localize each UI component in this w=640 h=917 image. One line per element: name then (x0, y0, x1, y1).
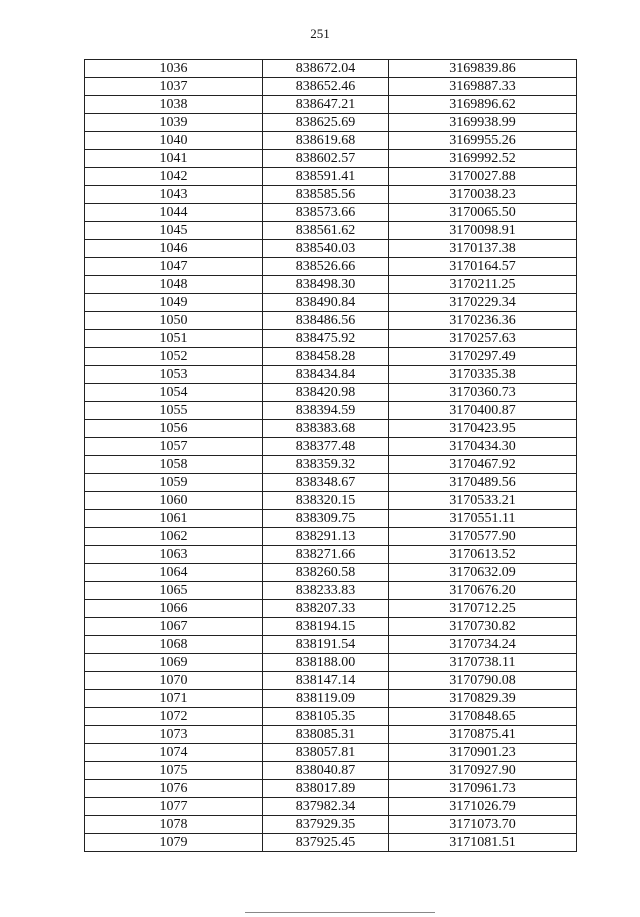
y-coordinate-cell: 3170901.23 (389, 744, 577, 762)
x-coordinate-cell: 838394.59 (263, 402, 389, 420)
point-id-cell: 1040 (85, 132, 263, 150)
y-coordinate-cell: 3170632.09 (389, 564, 577, 582)
x-coordinate-cell: 838188.00 (263, 654, 389, 672)
table-row (85, 276, 577, 294)
x-coordinate-cell: 838458.28 (263, 348, 389, 366)
x-coordinate-cell: 838291.13 (263, 528, 389, 546)
point-id-cell: 1052 (85, 348, 263, 366)
y-coordinate-cell: 3170676.20 (389, 582, 577, 600)
point-id-cell: 1042 (85, 168, 263, 186)
table-row (85, 330, 577, 348)
y-coordinate-cell: 3170423.95 (389, 420, 577, 438)
x-coordinate-cell: 838602.57 (263, 150, 389, 168)
y-coordinate-cell: 3170027.88 (389, 168, 577, 186)
y-coordinate-cell: 3170434.30 (389, 438, 577, 456)
x-coordinate-cell: 838194.15 (263, 618, 389, 636)
table-row (85, 168, 577, 186)
point-id-cell: 1067 (85, 618, 263, 636)
y-coordinate-cell: 3170829.39 (389, 690, 577, 708)
table-row (85, 780, 577, 798)
table-row (85, 744, 577, 762)
point-id-cell: 1078 (85, 816, 263, 834)
x-coordinate-cell: 838475.92 (263, 330, 389, 348)
table-row (85, 438, 577, 456)
table-row (85, 258, 577, 276)
x-coordinate-cell: 838260.58 (263, 564, 389, 582)
page-number: 251 (310, 26, 330, 41)
table-row (85, 672, 577, 690)
point-id-cell: 1050 (85, 312, 263, 330)
table-row (85, 834, 577, 852)
footer-rule (245, 912, 435, 913)
y-coordinate-cell: 3170577.90 (389, 528, 577, 546)
table-row (85, 150, 577, 168)
table-row (85, 546, 577, 564)
x-coordinate-cell: 837925.45 (263, 834, 389, 852)
y-coordinate-cell: 3170551.11 (389, 510, 577, 528)
y-coordinate-cell: 3170613.52 (389, 546, 577, 564)
y-coordinate-cell: 3170927.90 (389, 762, 577, 780)
x-coordinate-cell: 838191.54 (263, 636, 389, 654)
y-coordinate-cell: 3170961.73 (389, 780, 577, 798)
point-id-cell: 1036 (85, 60, 263, 78)
point-id-cell: 1043 (85, 186, 263, 204)
x-coordinate-cell: 838233.83 (263, 582, 389, 600)
table-row (85, 456, 577, 474)
table-row (85, 312, 577, 330)
y-coordinate-cell: 3170137.38 (389, 240, 577, 258)
point-id-cell: 1077 (85, 798, 263, 816)
point-id-cell: 1047 (85, 258, 263, 276)
table-row (85, 726, 577, 744)
y-coordinate-cell: 3170712.25 (389, 600, 577, 618)
point-id-cell: 1060 (85, 492, 263, 510)
x-coordinate-cell: 838526.66 (263, 258, 389, 276)
point-id-cell: 1063 (85, 546, 263, 564)
table-row (85, 600, 577, 618)
y-coordinate-cell: 3170790.08 (389, 672, 577, 690)
x-coordinate-cell: 838652.46 (263, 78, 389, 96)
x-coordinate-cell: 838271.66 (263, 546, 389, 564)
point-id-cell: 1048 (85, 276, 263, 294)
x-coordinate-cell: 838040.87 (263, 762, 389, 780)
x-coordinate-cell: 838625.69 (263, 114, 389, 132)
y-coordinate-cell: 3170489.56 (389, 474, 577, 492)
point-id-cell: 1039 (85, 114, 263, 132)
point-id-cell: 1058 (85, 456, 263, 474)
point-id-cell: 1049 (85, 294, 263, 312)
point-id-cell: 1073 (85, 726, 263, 744)
coordinate-table (84, 59, 577, 852)
x-coordinate-cell: 838119.09 (263, 690, 389, 708)
y-coordinate-cell: 3170734.24 (389, 636, 577, 654)
y-coordinate-cell: 3169992.52 (389, 150, 577, 168)
y-coordinate-cell: 3170533.21 (389, 492, 577, 510)
x-coordinate-cell: 838359.32 (263, 456, 389, 474)
y-coordinate-cell: 3170211.25 (389, 276, 577, 294)
table-row (85, 114, 577, 132)
x-coordinate-cell: 838585.56 (263, 186, 389, 204)
x-coordinate-cell: 838420.98 (263, 384, 389, 402)
x-coordinate-cell: 838348.67 (263, 474, 389, 492)
point-id-cell: 1071 (85, 690, 263, 708)
point-id-cell: 1076 (85, 780, 263, 798)
x-coordinate-cell: 838383.68 (263, 420, 389, 438)
point-id-cell: 1055 (85, 402, 263, 420)
table-row (85, 564, 577, 582)
table-row (85, 420, 577, 438)
table-row (85, 186, 577, 204)
table-row (85, 690, 577, 708)
point-id-cell: 1061 (85, 510, 263, 528)
point-id-cell: 1074 (85, 744, 263, 762)
y-coordinate-cell: 3170875.41 (389, 726, 577, 744)
y-coordinate-cell: 3170257.63 (389, 330, 577, 348)
point-id-cell: 1041 (85, 150, 263, 168)
y-coordinate-cell: 3170335.38 (389, 366, 577, 384)
y-coordinate-cell: 3170400.87 (389, 402, 577, 420)
table-row (85, 240, 577, 258)
x-coordinate-cell: 838498.30 (263, 276, 389, 294)
x-coordinate-cell: 838619.68 (263, 132, 389, 150)
x-coordinate-cell: 837929.35 (263, 816, 389, 834)
y-coordinate-cell: 3169955.26 (389, 132, 577, 150)
table-row (85, 528, 577, 546)
table-body (85, 60, 577, 852)
point-id-cell: 1056 (85, 420, 263, 438)
point-id-cell: 1070 (85, 672, 263, 690)
y-coordinate-cell: 3171026.79 (389, 798, 577, 816)
x-coordinate-cell: 838573.66 (263, 204, 389, 222)
x-coordinate-cell: 838207.33 (263, 600, 389, 618)
x-coordinate-cell: 838017.89 (263, 780, 389, 798)
point-id-cell: 1062 (85, 528, 263, 546)
x-coordinate-cell: 838147.14 (263, 672, 389, 690)
y-coordinate-cell: 3170467.92 (389, 456, 577, 474)
table-row (85, 78, 577, 96)
y-coordinate-cell: 3170164.57 (389, 258, 577, 276)
point-id-cell: 1064 (85, 564, 263, 582)
point-id-cell: 1044 (85, 204, 263, 222)
y-coordinate-cell: 3169896.62 (389, 96, 577, 114)
point-id-cell: 1059 (85, 474, 263, 492)
point-id-cell: 1053 (85, 366, 263, 384)
x-coordinate-cell: 838085.31 (263, 726, 389, 744)
y-coordinate-cell: 3169938.99 (389, 114, 577, 132)
table-row (85, 294, 577, 312)
point-id-cell: 1051 (85, 330, 263, 348)
point-id-cell: 1045 (85, 222, 263, 240)
point-id-cell: 1057 (85, 438, 263, 456)
x-coordinate-cell: 838591.41 (263, 168, 389, 186)
table-row (85, 96, 577, 114)
table-row (85, 582, 577, 600)
y-coordinate-cell: 3170236.36 (389, 312, 577, 330)
table-row (85, 618, 577, 636)
y-coordinate-cell: 3170065.50 (389, 204, 577, 222)
table-row (85, 384, 577, 402)
point-id-cell: 1075 (85, 762, 263, 780)
table-row (85, 402, 577, 420)
x-coordinate-cell: 838647.21 (263, 96, 389, 114)
x-coordinate-cell: 838105.35 (263, 708, 389, 726)
table-row (85, 816, 577, 834)
y-coordinate-cell: 3171081.51 (389, 834, 577, 852)
y-coordinate-cell: 3170738.11 (389, 654, 577, 672)
table-row (85, 798, 577, 816)
x-coordinate-cell: 838320.15 (263, 492, 389, 510)
table-row (85, 204, 577, 222)
coordinate-table-container (84, 59, 577, 852)
point-id-cell: 1079 (85, 834, 263, 852)
y-coordinate-cell: 3170297.49 (389, 348, 577, 366)
table-row (85, 132, 577, 150)
table-row (85, 60, 577, 78)
x-coordinate-cell: 838490.84 (263, 294, 389, 312)
point-id-cell: 1054 (85, 384, 263, 402)
x-coordinate-cell: 838057.81 (263, 744, 389, 762)
table-row (85, 708, 577, 726)
point-id-cell: 1072 (85, 708, 263, 726)
y-coordinate-cell: 3169887.33 (389, 78, 577, 96)
point-id-cell: 1038 (85, 96, 263, 114)
y-coordinate-cell: 3170730.82 (389, 618, 577, 636)
table-row (85, 474, 577, 492)
y-coordinate-cell: 3170098.91 (389, 222, 577, 240)
table-row (85, 348, 577, 366)
point-id-cell: 1069 (85, 654, 263, 672)
x-coordinate-cell: 838672.04 (263, 60, 389, 78)
y-coordinate-cell: 3171073.70 (389, 816, 577, 834)
x-coordinate-cell: 838377.48 (263, 438, 389, 456)
point-id-cell: 1037 (85, 78, 263, 96)
point-id-cell: 1066 (85, 600, 263, 618)
table-row (85, 654, 577, 672)
table-row (85, 492, 577, 510)
x-coordinate-cell: 838486.56 (263, 312, 389, 330)
table-row (85, 636, 577, 654)
y-coordinate-cell: 3170229.34 (389, 294, 577, 312)
x-coordinate-cell: 838540.03 (263, 240, 389, 258)
y-coordinate-cell: 3170038.23 (389, 186, 577, 204)
x-coordinate-cell: 838561.62 (263, 222, 389, 240)
point-id-cell: 1065 (85, 582, 263, 600)
table-row (85, 510, 577, 528)
point-id-cell: 1046 (85, 240, 263, 258)
table-row (85, 366, 577, 384)
table-row (85, 222, 577, 240)
table-row (85, 762, 577, 780)
x-coordinate-cell: 837982.34 (263, 798, 389, 816)
y-coordinate-cell: 3170848.65 (389, 708, 577, 726)
y-coordinate-cell: 3169839.86 (389, 60, 577, 78)
point-id-cell: 1068 (85, 636, 263, 654)
x-coordinate-cell: 838309.75 (263, 510, 389, 528)
x-coordinate-cell: 838434.84 (263, 366, 389, 384)
y-coordinate-cell: 3170360.73 (389, 384, 577, 402)
